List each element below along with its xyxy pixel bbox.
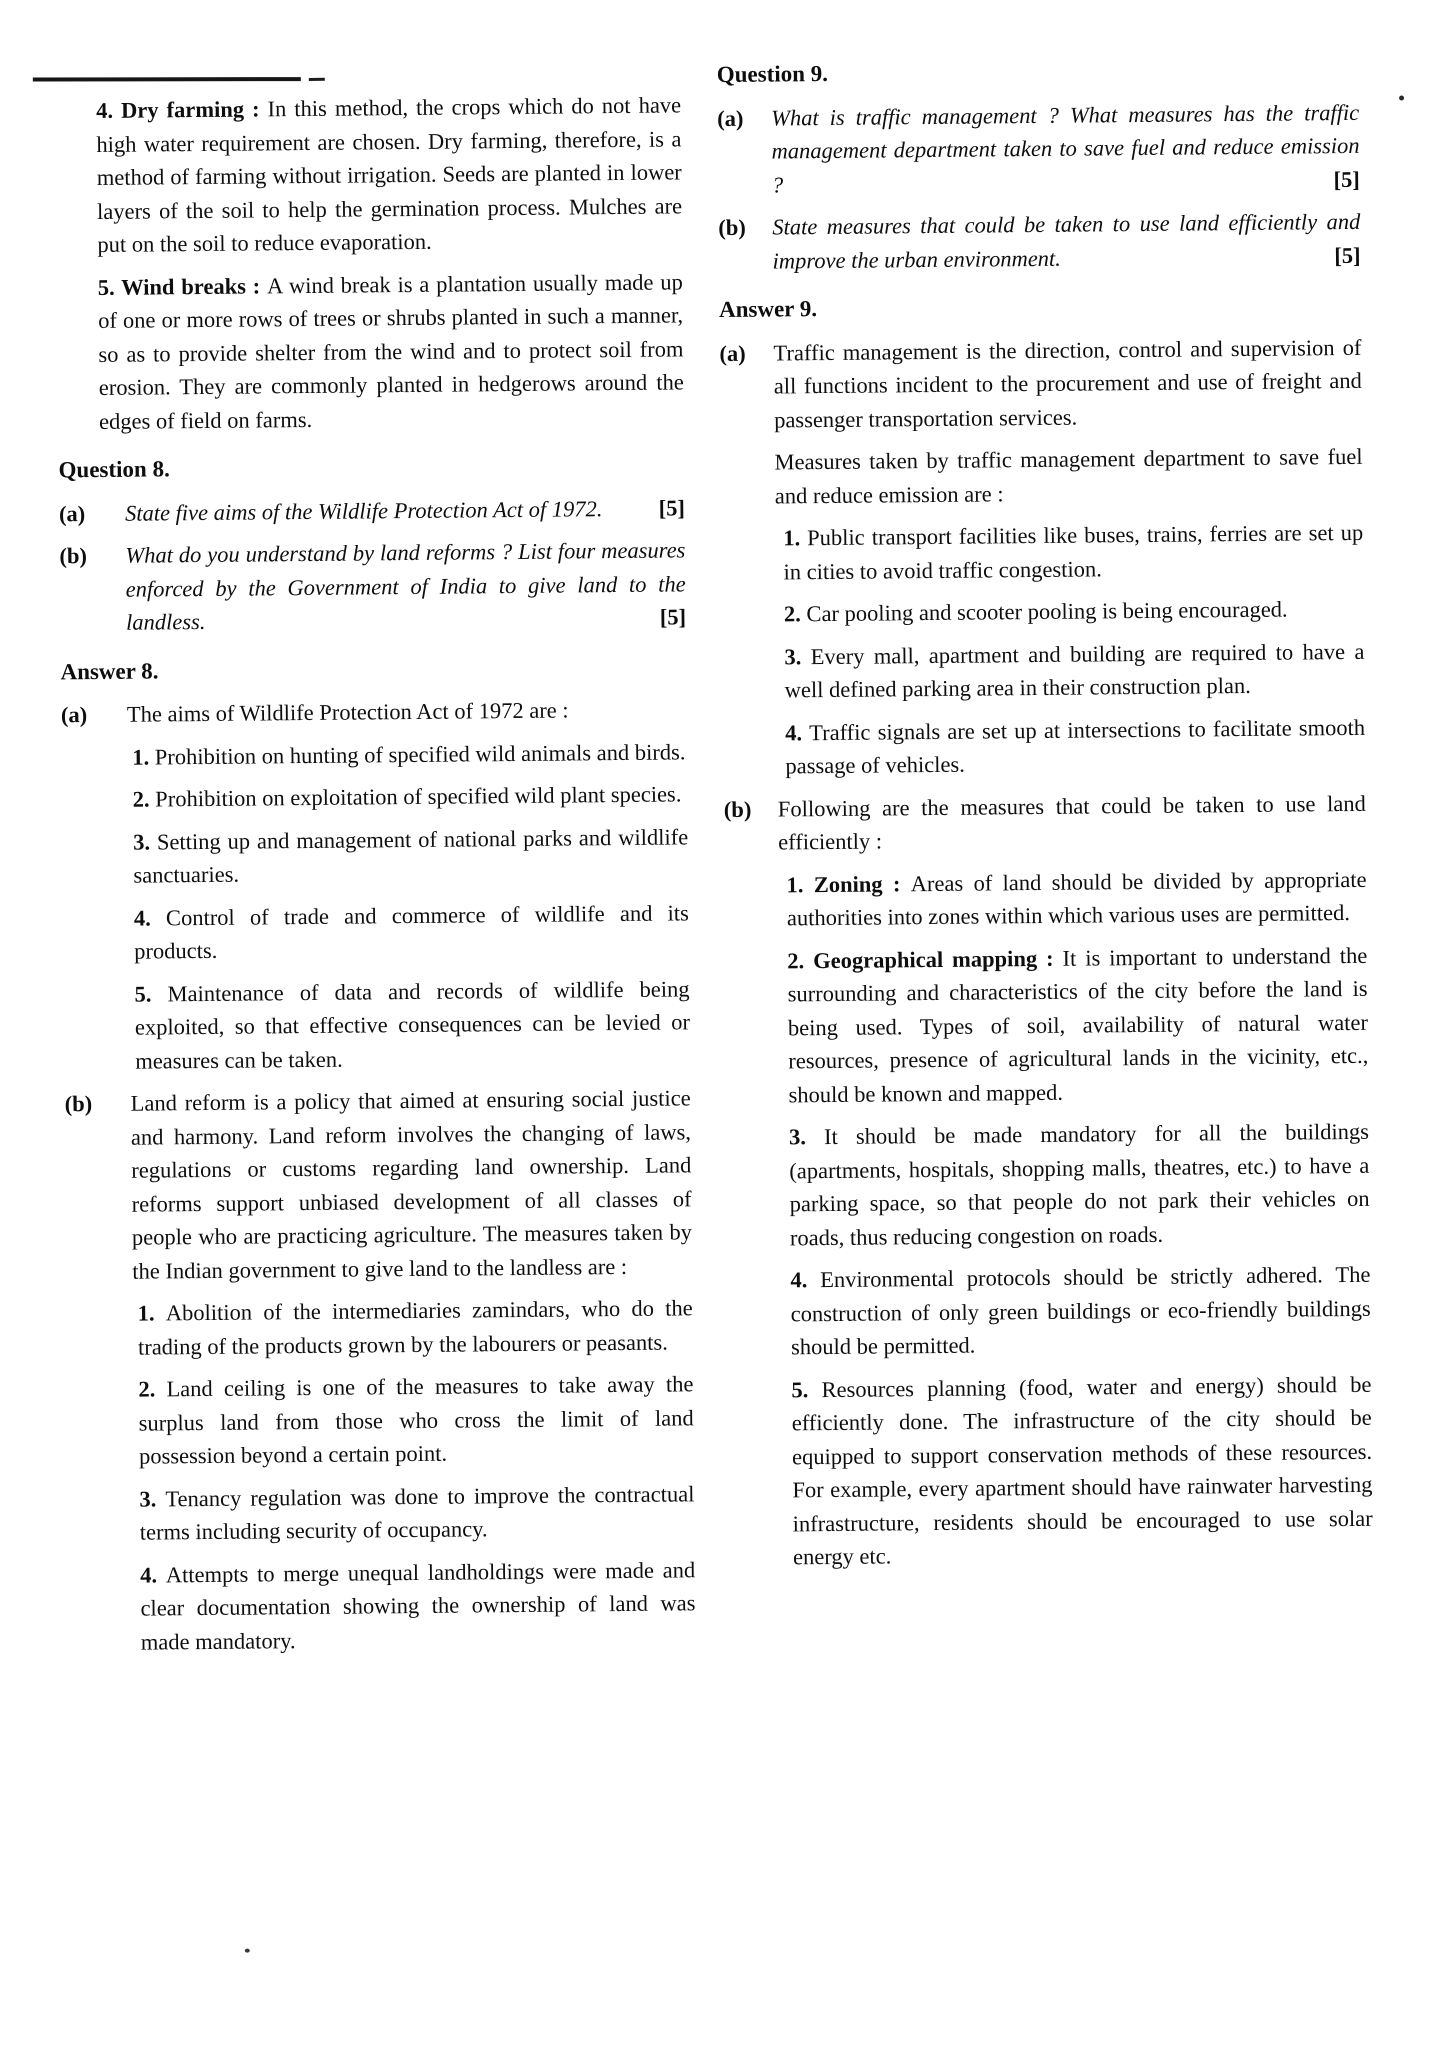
part-body: What do you understand by land reforms ? List four measures enforced by the Government of India to give land to the landless. [5]: [125, 537, 687, 635]
numbered-point: 1. Abolition of the intermediaries zamindars, who do the trading of the products grown by the labourers or peasants.: [137, 1295, 693, 1360]
marks-badge: [5]: [659, 604, 687, 630]
point-number: 3.: [133, 828, 158, 855]
section-heading: Answer 9.: [718, 296, 818, 323]
part-label: (a): [719, 340, 746, 366]
question-part: [718, 205, 1361, 278]
answer-part: [724, 786, 1367, 859]
point-number: 2. Geographical mapping :: [787, 945, 1063, 973]
point-number: 5.: [134, 980, 168, 1007]
answer-part: [65, 1081, 693, 1288]
numbered-point: 4. Attempts to merge unequal landholdings were made and clear documentation showing the ownership of land was made mandatory.: [140, 1556, 696, 1655]
numbered-point: 4. Environmental protocols should be strictly adhered. The construction of only green buildings or eco-friendly buildings should be permitted.: [790, 1261, 1371, 1360]
part-label: (b): [723, 796, 752, 822]
term-definition: 5. Wind breaks : A wind break is a plantation usually made up of one or more rows of trees or shrubs planted in such a manner, so as to provide shelter from the wind and to protect soil from erosion. They are commonly planted in hedgerows around the edges of field on farms.: [97, 268, 684, 434]
scan-speck: [1399, 95, 1404, 100]
question-part: [717, 95, 1360, 202]
numbered-point: 1. Zoning : Areas of land should be divided by appropriate authorities into zones within which various uses are permitted.: [786, 866, 1367, 931]
numbered-point: 2. Car pooling and scooter pooling is being encouraged.: [783, 596, 1288, 627]
part-body: Following are the measures that could be taken to use land efficiently :: [777, 790, 1366, 855]
point-number: 1.: [137, 1300, 166, 1326]
numbered-point: 3. Setting up and management of national parks and wildlife sanctuaries.: [133, 823, 689, 888]
point-number: 2.: [132, 786, 156, 812]
point-number: 5.: [791, 1376, 822, 1402]
part-body: State five aims of the Wildlife Protection Act of 1972. [5]: [125, 491, 685, 530]
question-part: [59, 491, 685, 531]
numbered-point: 2. Geographical mapping : It is important to understand the surrounding and characteristics of the city before the land is being used. Types of soil, availability of natural water resources, presence of agricultural lands in the vicinity, etc., should be known and mapped.: [787, 942, 1369, 1107]
part-body: State measures that could be taken to use land efficiently and improve the urban environment. [5]: [772, 208, 1361, 274]
numbered-point: 3. It should be made mandatory for all the buildings (apartments, hospitals, shopping malls, theatres, etc.) to have a parking space, so that people do not park their vehicles on roads, thus reducing congestion on roads.: [788, 1118, 1370, 1250]
scan-rule-artifact: [33, 77, 301, 81]
marks-badge: [5]: [1334, 242, 1361, 268]
term-definition: 4. Dry farming : In this method, the crops which do not have high water requirement are chosen. Dry farming, therefore, is a method of farming without irrigation. Seeds are planted in lower layers of the soil to help the germination process. Mulches are put on the soil to reduce evaporation.: [96, 92, 683, 258]
marks-badge: [5]: [1333, 166, 1360, 192]
point-number: 4.: [140, 1561, 166, 1588]
part-body: The aims of Wildlife Protection Act of 1972 are :: [126, 697, 569, 727]
point-number: 4. Dry farming :: [96, 96, 268, 124]
part-body: Land reform is a policy that aimed at ensuring social justice and harmony. Land reform involves the changing of laws, regulations or customs regarding land ownership. Land reforms support unbiased development of all classes of people who are practicing agriculture. The measures taken by the Indian government to give land to the landless are :: [130, 1085, 693, 1284]
section-heading: Answer 8.: [60, 657, 159, 684]
numbered-point: 1. Prohibition on hunting of specified wild animals and birds.: [132, 738, 686, 770]
part-label: (b): [64, 1091, 93, 1117]
point-number: 4.: [785, 719, 810, 745]
section-heading: Question 9.: [716, 60, 829, 88]
part-label: (b): [59, 543, 88, 569]
numbered-point: 2. Prohibition on exploitation of specified wild plant species.: [132, 781, 682, 812]
part-body: Traffic management is the direction, control and supervision of all functions incident to the procurement and use of freight and passenger transportation services.: [773, 334, 1362, 433]
point-number: 3.: [788, 1124, 825, 1150]
point-number: 1.: [132, 743, 155, 770]
point-number: 4.: [790, 1267, 821, 1293]
part-label: (a): [58, 500, 86, 526]
answer-part: [719, 330, 1362, 437]
point-number: 4.: [133, 904, 167, 931]
question-part: [59, 533, 686, 640]
point-number: 3.: [784, 643, 811, 669]
marks-badge: [5]: [658, 494, 686, 521]
numbered-point: 4. Control of trade and commerce of wildlife and its products.: [133, 899, 689, 964]
numbered-point: 3. Every mall, apartment and building are required to have a well defined parking area in their construction plan.: [784, 638, 1365, 703]
left-column: [55, 88, 696, 1668]
part-body: What is traffic management ? What measures has the traffic management department taken to save fuel and reduce emission ? [5]: [771, 99, 1360, 198]
numbered-point: 1. Public transport facilities like buses, trains, ferries are set up in cities to avoid traffic congestion.: [783, 519, 1364, 584]
scan-speck: [245, 1949, 250, 1953]
point-number: 2.: [783, 601, 807, 627]
point-number: 1.: [783, 525, 808, 551]
numbered-point: 3. Tenancy regulation was done to improve the contractual terms including security of occupancy.: [139, 1480, 695, 1545]
part-label: (a): [717, 105, 744, 131]
section-heading: Question 8.: [58, 456, 170, 483]
answer-part: [61, 692, 687, 732]
point-number: 3.: [139, 1485, 166, 1512]
numbered-point: 5. Resources planning (food, water and energy) should be efficiently done. The infrastructure of the city should be equipped to support conservation methods of these resources. For example, every apartment should have rainwater harvesting infrastructure, residents should be encouraged to use solar energy etc.: [791, 1371, 1373, 1570]
numbered-point: 5. Maintenance of data and records of wildlife being exploited, so that effective consequences can be levied or measures can be taken.: [134, 975, 691, 1074]
scan-rule-artifact-dash: [309, 78, 325, 81]
part-label: (a): [60, 702, 88, 728]
numbered-point: 2. Land ceiling is one of the measures to take away the surplus land from those who cross the limit of land possession beyond a certain point.: [138, 1371, 694, 1469]
point-number: 2.: [138, 1376, 167, 1402]
right-column: [717, 52, 1374, 1584]
point-number: 5. Wind breaks :: [97, 272, 268, 300]
numbered-point: 4. Traffic signals are set up at intersections to facilitate smooth passage of vehicles.: [785, 714, 1366, 779]
point-number: 1. Zoning :: [786, 870, 911, 897]
body-paragraph: Measures taken by traffic management department to save fuel and reduce emission are :: [774, 443, 1363, 509]
part-label: (b): [718, 214, 746, 241]
